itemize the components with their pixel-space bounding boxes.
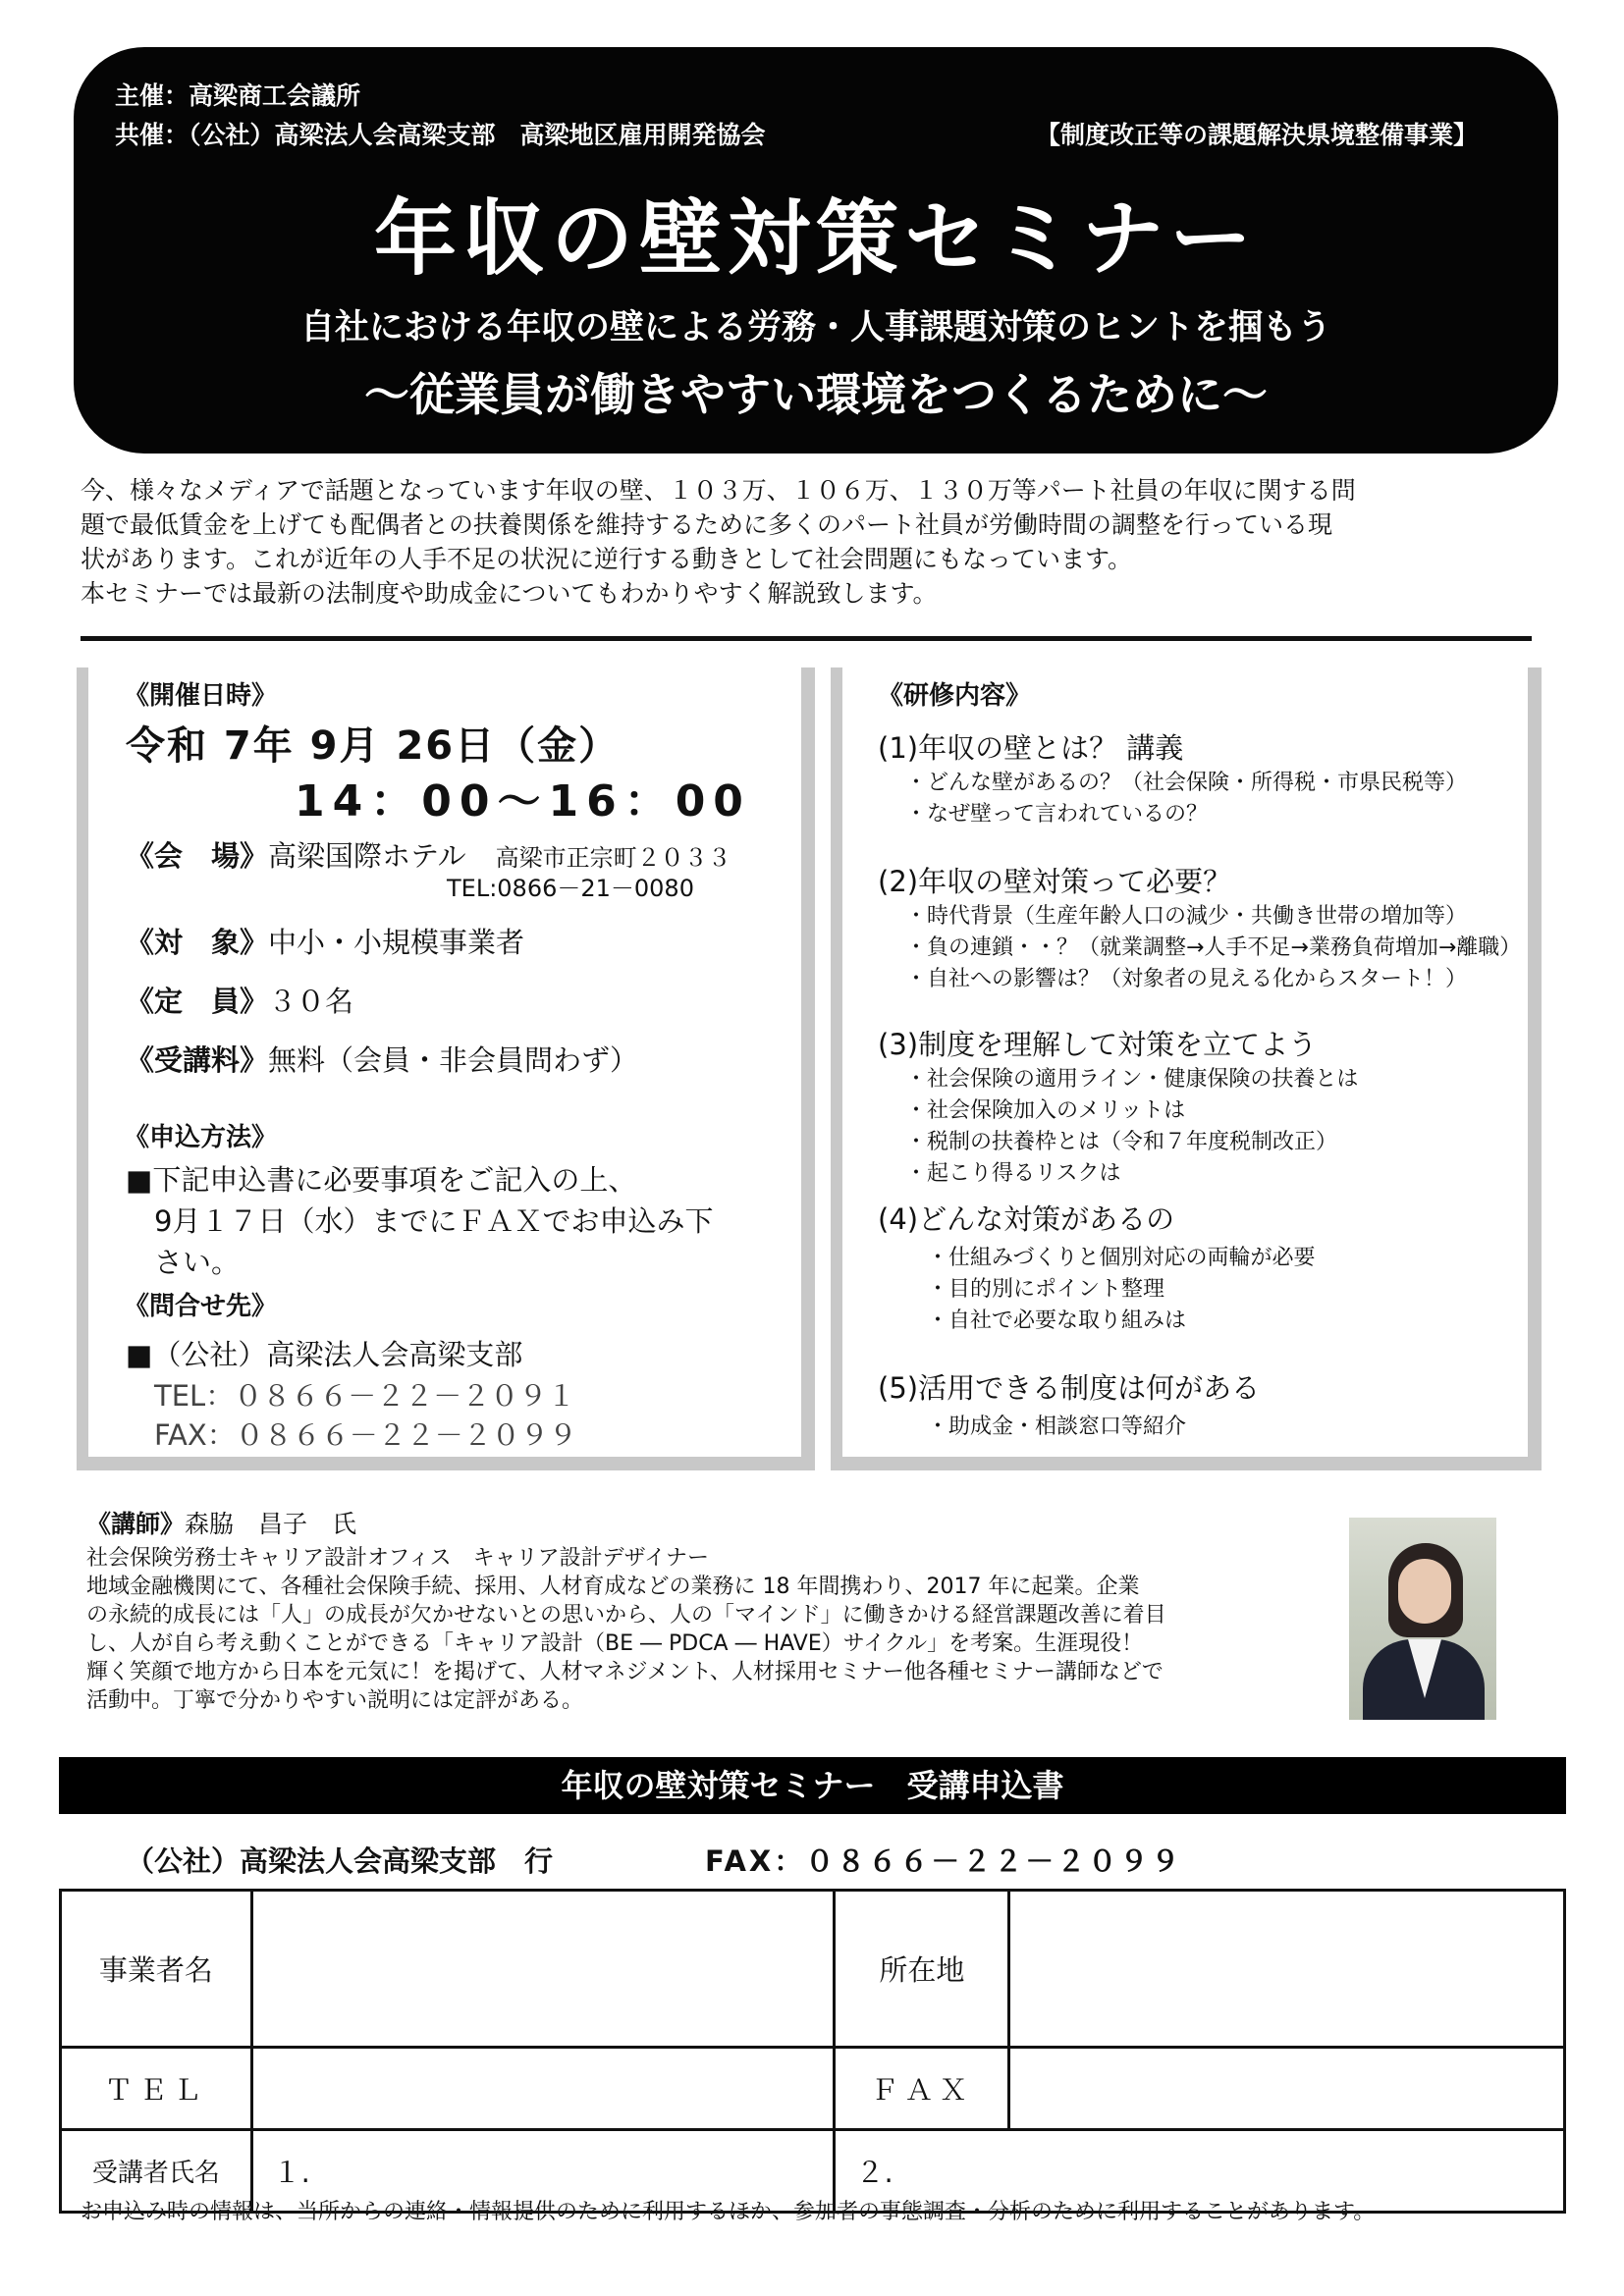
subtitle-1: 自社における年収の壁による労務・人事課題対策のヒントを掴もう: [299, 308, 1331, 347]
topic-item: ・自社への影響は？（対象者の見える化からスタート！）: [905, 967, 1468, 991]
instructor-label: 《講師》: [86, 1510, 186, 1538]
attendee-1-field[interactable]: １.: [251, 2130, 835, 2213]
form-fax-number: FAX：０８６６－２２－２０９９: [705, 1844, 1183, 1878]
intro-line: 状があります。これが近年の人手不足の状況に逆行する動きとして社会問題にもなっています。: [81, 545, 1133, 573]
instructor-bio-line: 活動中。丁寧で分かりやすい説明には定評がある。: [86, 1688, 584, 1713]
event-time: 14：00～16：00: [295, 776, 751, 827]
page-title: 年収の壁対策セミナー: [373, 190, 1258, 287]
event-info-box: [77, 667, 815, 1470]
privacy-note: お申込み時の情報は、当所からの連絡・情報提供のために利用するほか、参加者の事態調査・分析のために利用することがあります。: [81, 2200, 1376, 2224]
header-banner: [74, 47, 1558, 454]
topic-item: ・助成金・相談窓口等紹介: [927, 1415, 1187, 1439]
table-row: [61, 2048, 1565, 2130]
topic-title: (4)どんな対策があるの: [878, 1202, 1175, 1236]
program-tag: 【制度改正等の課題解決県境整備事業】: [1035, 121, 1478, 149]
topic-item: ・どんな壁があるの？（社会保険・所得税・市県民税等）: [905, 771, 1468, 795]
instructor-bio-line: 輝く笑顔で地方から日本を元気に！を掲げて、人材マネジメント、人材採用セミナー他各種セミナー講師などで: [86, 1660, 1164, 1684]
capacity-value: ３０名: [268, 985, 354, 1018]
topic-item: ・目的別にポイント整理: [927, 1277, 1165, 1302]
apply-line: さい。: [126, 1246, 241, 1279]
apply-line: 9月１７日（水）までにＦＡＸでお申込み下: [126, 1204, 714, 1238]
table-row: [61, 1891, 1565, 2048]
topic-item: ・社会保険の適用ライン・健康保険の扶養とは: [905, 1067, 1359, 1092]
instructor-section: [86, 1510, 1333, 1715]
topic-item: ・なぜ壁って言われているの？: [905, 802, 1209, 827]
intro-line: 本セミナーでは最新の法制度や助成金についてもわかりやすく解説致します。: [81, 579, 938, 608]
fax-field[interactable]: [1009, 2048, 1565, 2130]
organizer-text: 主催：高梁商工会議所: [115, 81, 361, 110]
venue-tel: TEL:0866－21－0080: [447, 875, 694, 902]
instructor-bio-line: し、人が自ら考え動くことができる「キャリア設計（BE ― PDCA ― HAVE）サイクル」を考案。生涯現役！: [86, 1631, 1144, 1656]
fee-label: 《受講料》: [126, 1043, 269, 1077]
datetime-heading: 《開催日時》: [124, 681, 278, 711]
intro-line: 題で最低賃金を上げても配偶者との扶養関係を維持するために多くのパート社員が労働時間の調整を行っている現: [81, 510, 1333, 539]
business-name-field[interactable]: [251, 1891, 835, 2048]
application-table: [59, 1889, 1566, 2214]
capacity-label: 《定 員》: [126, 985, 269, 1018]
topic-item: ・自社で必要な取り組みは: [927, 1308, 1187, 1333]
event-date: 令和 7年 9月 26日（金）: [126, 723, 621, 769]
apply-heading: 《申込方法》: [124, 1123, 278, 1152]
topic-title: (3)制度を理解して対策を立てよう: [878, 1028, 1318, 1061]
venue-label: 《会 場》: [126, 839, 269, 873]
contact-fax: FAX：０８６６－２２－２０９９: [126, 1418, 577, 1452]
location-field[interactable]: [1009, 1891, 1565, 2048]
co-organizer-text: 共催：（公社）高梁法人会高梁支部 高梁地区雇用開発協会: [115, 121, 766, 149]
venue-address: 高梁市正宗町２０３３: [495, 844, 731, 872]
contact-org: ■（公社）高梁法人会高梁支部: [126, 1338, 523, 1371]
capacity-row: [126, 980, 353, 1020]
topic-item: ・起こり得るリスクは: [905, 1161, 1121, 1186]
intro-paragraph: [81, 473, 1553, 611]
intro-line: 今、様々なメディアで話題となっています年収の壁、１０３万、１０６万、１３０万等パート社員の年収に関する問: [81, 476, 1356, 505]
topic-item: ・時代背景（生産年齢人口の減少・共働き世帯の増加等）: [905, 904, 1468, 929]
target-value: 中小・小規模事業者: [268, 926, 525, 959]
instructor-name: 森脇 昌子 氏: [185, 1510, 357, 1538]
divider: [81, 636, 1532, 641]
subtitle-2: ～従業員が働きやすい環境をつくるために～: [364, 368, 1268, 421]
instructor-bio-line: 地域金融機関にて、各種社会保険手続、採用、人材育成などの業務に 18 年間携わり、2017 年に起業。企業: [86, 1575, 1140, 1599]
form-send-to: （公社）高梁法人会高梁支部 行: [126, 1844, 554, 1878]
location-label: 所在地: [835, 1891, 1009, 2048]
tel-field[interactable]: [251, 2048, 835, 2130]
contact-heading: 《問合せ先》: [124, 1292, 278, 1321]
topic-item: ・仕組みづくりと個別対応の両輪が必要: [927, 1246, 1316, 1270]
apply-line: ■下記申込書に必要事項をご記入の上、: [126, 1163, 637, 1197]
training-heading: 《研修内容》: [878, 681, 1032, 711]
target-label: 《対 象》: [126, 926, 269, 959]
topic-item: ・税制の扶養枠とは（令和７年度税制改正）: [905, 1130, 1338, 1154]
training-box: [831, 667, 1542, 1470]
topic-title: (1)年収の壁とは？ 講義: [878, 731, 1184, 765]
topic-title: (5)活用できる制度は何がある: [878, 1371, 1261, 1405]
venue-name: 高梁国際ホテル: [268, 839, 466, 873]
fax-label: ＦＡＸ: [835, 2048, 1009, 2130]
target-row: [126, 921, 524, 961]
topic-item: ・社会保険加入のメリットは: [905, 1098, 1186, 1123]
contact-tel: TEL：０８６６－２２－２０９１: [126, 1379, 576, 1413]
fee-row: [126, 1039, 638, 1079]
form-title-bar: 年収の壁対策セミナー 受講申込書: [59, 1757, 1566, 1814]
instructor-name-line: [86, 1510, 1333, 1538]
instructor-title: 社会保険労務士キャリア設計オフィス キャリア設計デザイナー: [86, 1546, 710, 1571]
attendee-label: 受講者氏名: [61, 2130, 252, 2213]
tel-label: ＴＥＬ: [61, 2048, 252, 2130]
topic-title: (2)年収の壁対策って必要？: [878, 865, 1232, 898]
attendee-2-field[interactable]: ２.: [835, 2130, 1565, 2213]
fee-value: 無料（会員・非会員問わず）: [268, 1043, 639, 1077]
instructor-photo: [1349, 1518, 1496, 1720]
business-name-label: 事業者名: [61, 1891, 252, 2048]
topic-item: ・負の連鎖・・？（就業調整→人手不足→業務負荷増加→離職）: [905, 935, 1522, 960]
instructor-bio-line: の永続的成長には「人」の成長が欠かせないとの思いから、人の「マインド」に働きかける経営課題改善に着目: [86, 1603, 1166, 1628]
